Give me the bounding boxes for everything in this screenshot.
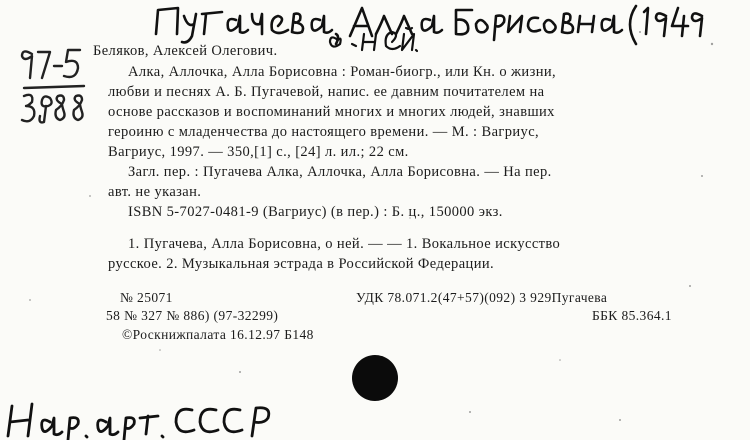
handwritten-footer xyxy=(2,396,282,440)
body-line: Вагриус, 1997. — 350,[1] с., [24] л. ил.; 22 см. xyxy=(108,144,409,160)
record-number: № 25071 xyxy=(120,290,173,305)
chamber-stamp-line: ©Роскнижпалата 16.12.97 Б148 xyxy=(122,327,314,342)
subject-line: 1. Пугачева, Алла Борисовна, о ней. — — 1. Вокальное искусство xyxy=(128,236,561,252)
handwritten-header-tail xyxy=(328,26,418,56)
isbn-line: ISBN 5-7027-0481-9 (Вагриус) (в пер.) : Б. ц., 150000 экз. xyxy=(128,204,503,220)
body-line: героиню с младенчества до настоящего времени. — М. : Вагриус, xyxy=(108,124,540,140)
body-line: любви и песнях А. Б. Пугачевой, напис. ее давним почитателем на xyxy=(108,84,545,100)
subject-line: русское. 2. Музыкальная эстрада в Российской Федерации. xyxy=(108,256,495,272)
author-heading: Беляков, Алексей Олегович. xyxy=(93,43,278,59)
bbk-code: ББК 85.364.1 xyxy=(592,308,672,323)
udc-code: УДК 78.071.2(47+57)(092) 3 929Пугачева xyxy=(356,290,608,305)
variant-title-line: Загл. пер. : Пугачева Алка, Аллочка, Алла Борисовна. — На пер. xyxy=(128,164,552,180)
variant-title-line: авт. не указан. xyxy=(108,184,202,200)
body-line: основе рассказов и воспоминаний многих и многих людей, знавших xyxy=(108,104,555,120)
body-line: Алка, Аллочка, Алла Борисовна : Роман-биогр., или Кн. о жизни, xyxy=(128,64,557,80)
ink-blot xyxy=(352,355,398,401)
registry-number: 58 № 327 № 886) (97-32299) xyxy=(106,308,279,323)
handwritten-shelfmark xyxy=(18,44,90,130)
